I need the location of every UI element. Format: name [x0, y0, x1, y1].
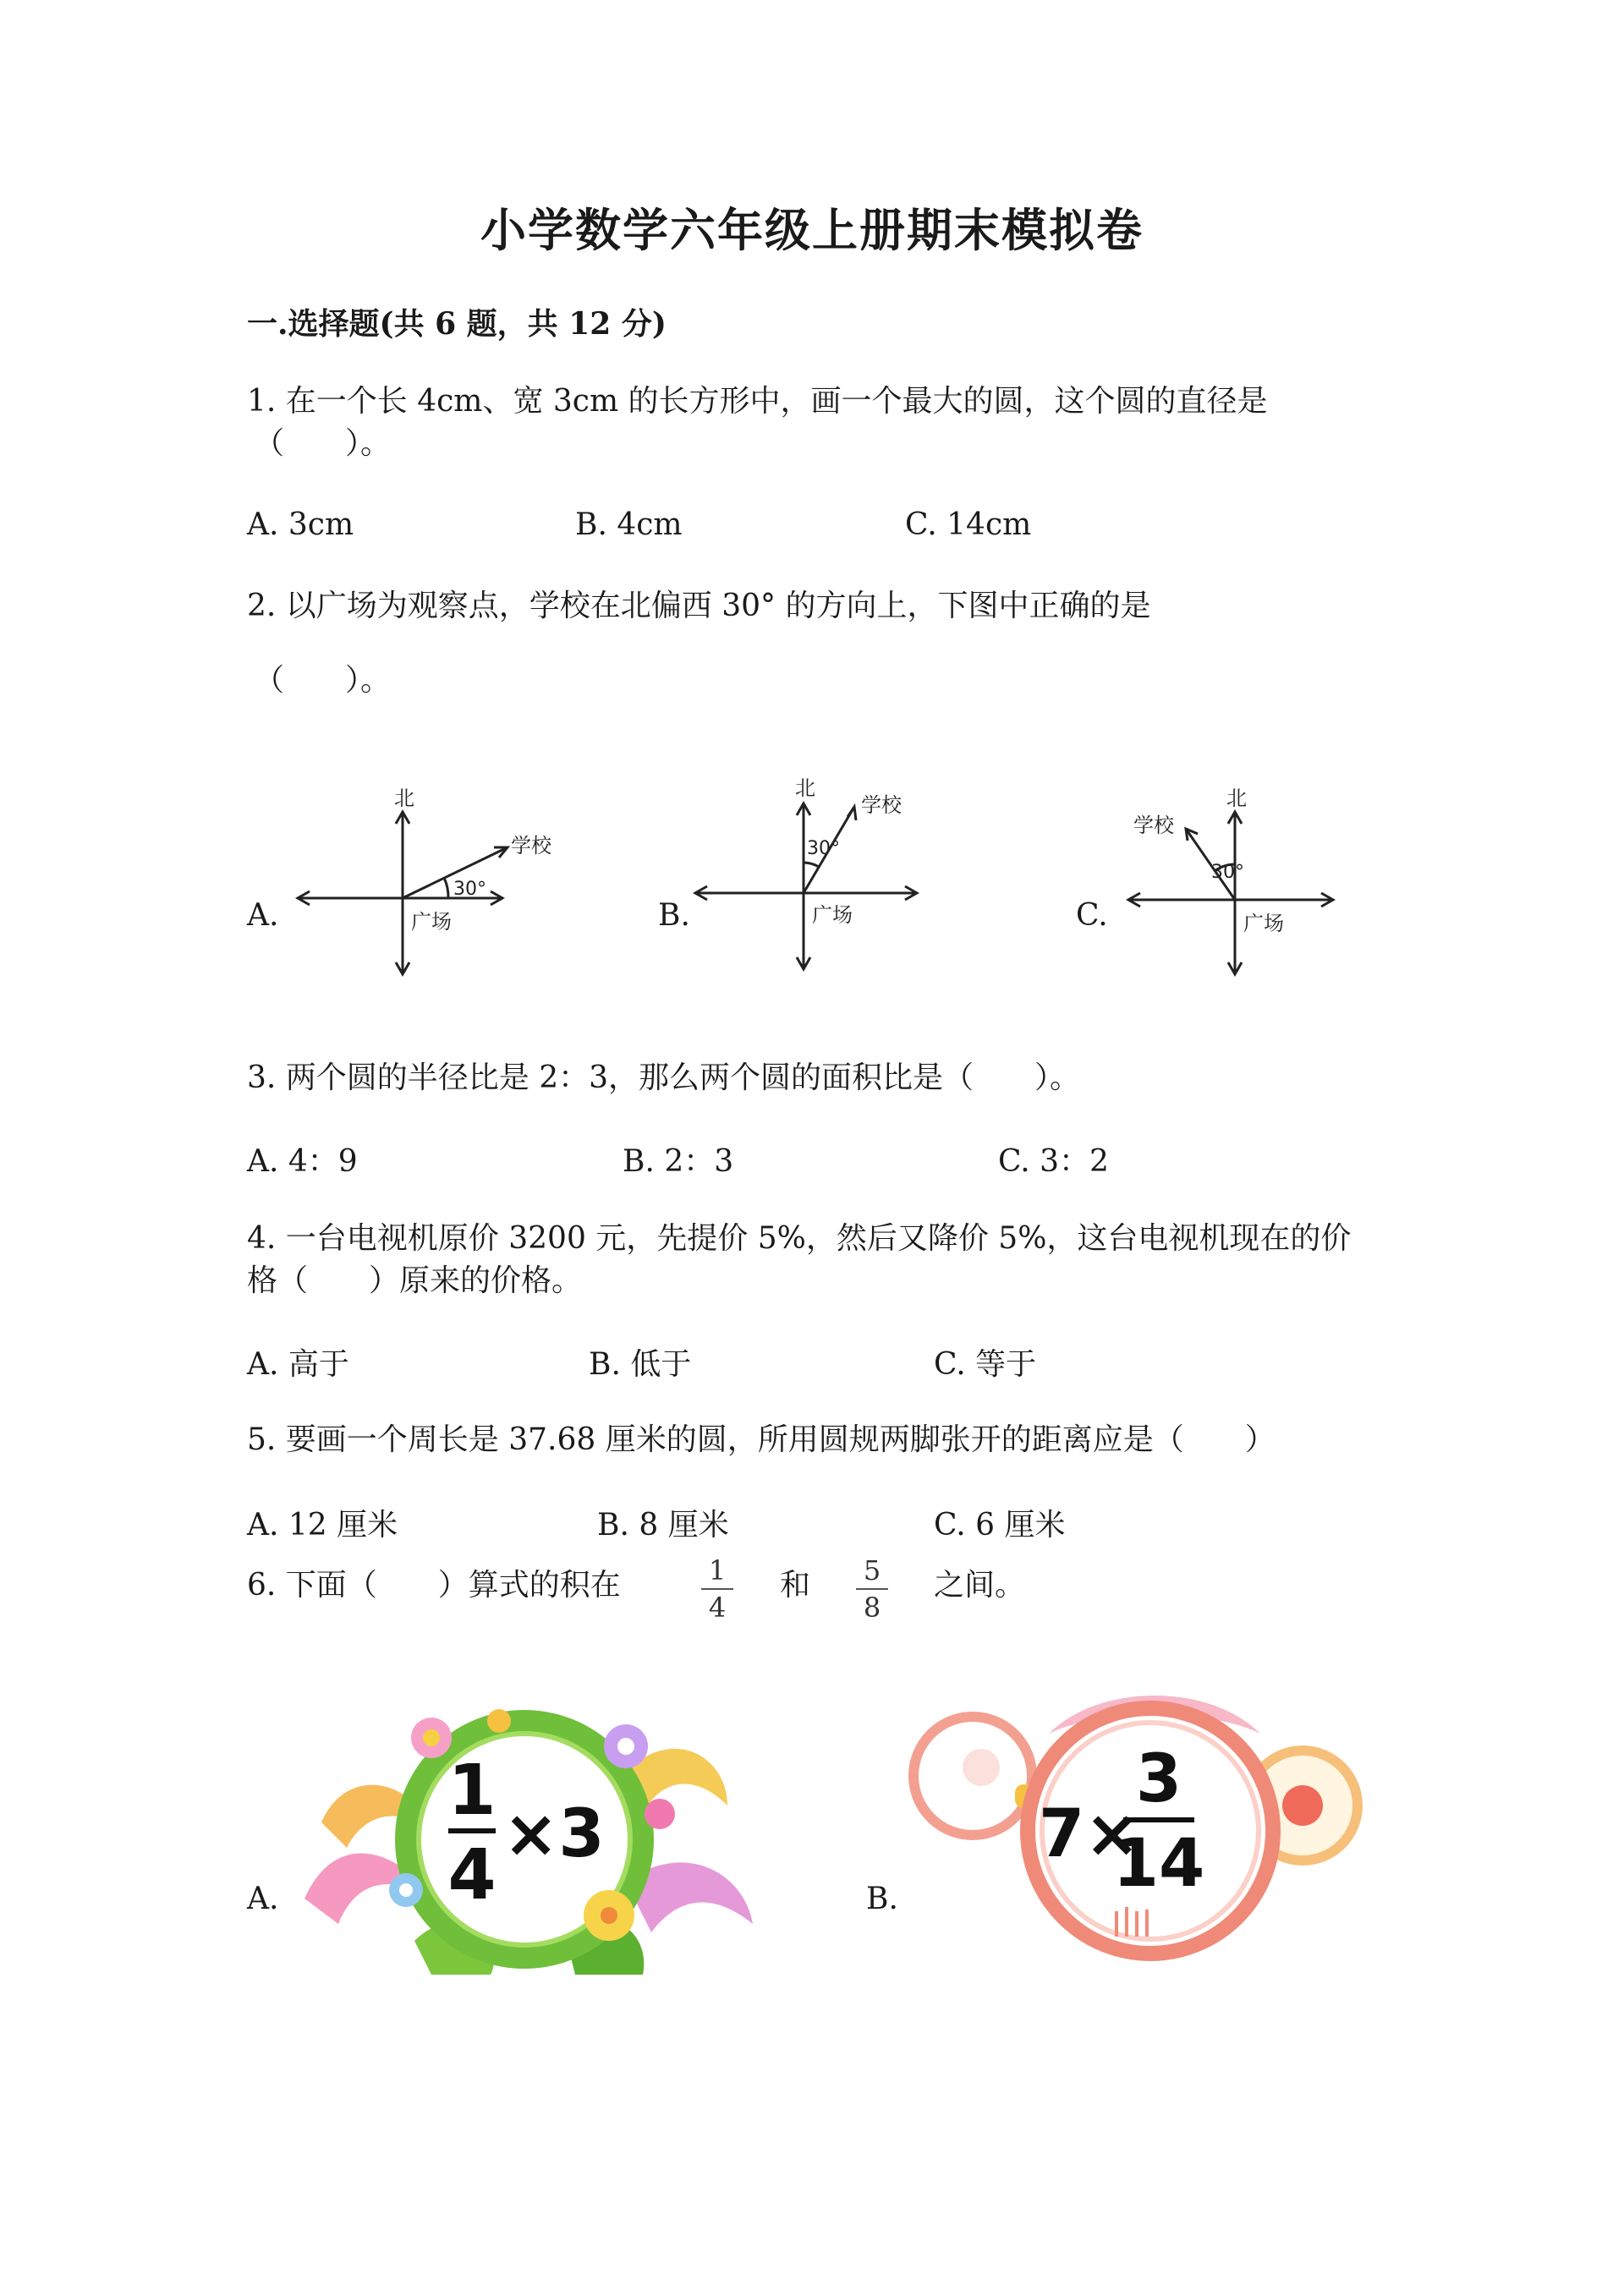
compass-diagram-c — [1116, 786, 1370, 981]
north-label: 北 — [1226, 786, 1247, 810]
school-label: 学校 — [861, 793, 902, 817]
flower-center — [399, 1883, 413, 1897]
plaza-label: 广场 — [1243, 912, 1284, 935]
question-1-line-1: 1. 在一个长 4cm、宽 3cm 的长方形中，画一个最大的圆，这个圆的直径是 — [247, 384, 1268, 419]
question-3-option-b[interactable]: B. 2：3 — [623, 1144, 734, 1179]
question-4-line-2: 格（ ）原来的价格。 — [247, 1263, 583, 1298]
question-1-line-2: （ ）。 — [254, 426, 392, 461]
lotus-icon — [1282, 1785, 1323, 1826]
wreath-denominator: 4 — [447, 1835, 497, 1915]
question-6-option-a[interactable]: A. — [247, 1882, 279, 1916]
fraction-bar — [701, 1588, 733, 1590]
angle-label: 30° — [1211, 862, 1244, 883]
fraction-numerator: 1 — [708, 1554, 727, 1586]
question-2-option-a[interactable]: A. — [247, 898, 279, 933]
wreath-multiplier: ×3 — [503, 1796, 605, 1872]
question-6-option-b[interactable]: B. — [866, 1882, 898, 1916]
north-label: 北 — [795, 776, 815, 800]
fraction-one-quarter — [696, 1554, 738, 1624]
circle-lead: 7× — [1039, 1796, 1140, 1872]
question-5-option-c[interactable]: C. 6 厘米 — [934, 1508, 1066, 1543]
plaza-label: 广场 — [812, 903, 853, 927]
question-6-and: 和 — [780, 1568, 811, 1603]
question-4-option-b[interactable]: B. 低于 — [589, 1347, 692, 1382]
question-3-option-c[interactable]: C. 3：2 — [998, 1144, 1109, 1179]
question-2-option-b[interactable]: B. — [658, 898, 690, 933]
north-label: 北 — [394, 786, 414, 810]
question-5-text: 5. 要画一个周长是 37.68 厘米的圆，所用圆规两脚张开的距离应是（ ） — [247, 1422, 1276, 1457]
fraction-bar — [856, 1588, 888, 1590]
circle-numerator: 3 — [1135, 1741, 1182, 1817]
fraction-denominator: 4 — [708, 1592, 727, 1624]
pink-circle-option-b — [905, 1683, 1379, 1970]
page-title: 小学数学六年级上册期末模拟卷 — [480, 203, 1144, 257]
flower — [645, 1799, 675, 1829]
question-4-option-c[interactable]: C. 等于 — [934, 1347, 1037, 1382]
question-4-option-a[interactable]: A. 高于 — [247, 1347, 349, 1382]
question-2-line-1: 2. 以广场为观察点，学校在北偏西 30° 的方向上，下图中正确的是 — [247, 589, 1151, 623]
left-dot — [963, 1749, 1000, 1786]
question-1-option-b[interactable]: B. 4cm — [575, 507, 683, 542]
wreath-numerator: 1 — [447, 1751, 497, 1831]
flower-center — [617, 1738, 634, 1755]
question-3-text: 3. 两个圆的半径比是 2：3，那么两个圆的面积比是（ ）。 — [247, 1060, 1081, 1095]
flower — [487, 1709, 511, 1733]
section-heading: 一.选择题(共 6 题，共 12 分) — [247, 306, 667, 342]
question-4-line-1: 4. 一台电视机原价 3200 元，先提价 5%，然后又降价 5%，这台电视机现在的价 — [247, 1221, 1352, 1256]
floral-wreath-option-a — [288, 1687, 761, 1975]
question-6-prefix: 6. 下面（ ）算式的积在 — [247, 1568, 621, 1603]
plaza-label: 广场 — [411, 910, 452, 934]
question-1-option-c[interactable]: C. 14cm — [905, 507, 1032, 542]
fraction-denominator: 8 — [863, 1592, 881, 1624]
compass-diagram-b — [685, 770, 947, 981]
flower-center — [423, 1729, 440, 1746]
circle-denominator: 14 — [1112, 1826, 1205, 1902]
question-1-option-a[interactable]: A. 3cm — [247, 507, 354, 542]
angle-label: 30° — [807, 838, 840, 859]
angle-label: 30° — [453, 879, 486, 900]
question-3-option-a[interactable]: A. 4：9 — [247, 1144, 358, 1179]
fraction-numerator: 5 — [863, 1554, 881, 1586]
school-label: 学校 — [511, 834, 551, 858]
question-2-line-2: （ ）。 — [254, 663, 392, 698]
question-6-suffix: 之间。 — [934, 1568, 1026, 1603]
question-2-option-c[interactable]: C. — [1076, 898, 1108, 933]
school-label: 学校 — [1133, 814, 1174, 837]
fraction-five-eighths — [851, 1554, 893, 1624]
compass-diagram-a — [288, 786, 575, 981]
question-5-option-b[interactable]: B. 8 厘米 — [597, 1508, 729, 1543]
flower-center — [601, 1907, 617, 1924]
question-5-option-a[interactable]: A. 12 厘米 — [247, 1508, 398, 1543]
